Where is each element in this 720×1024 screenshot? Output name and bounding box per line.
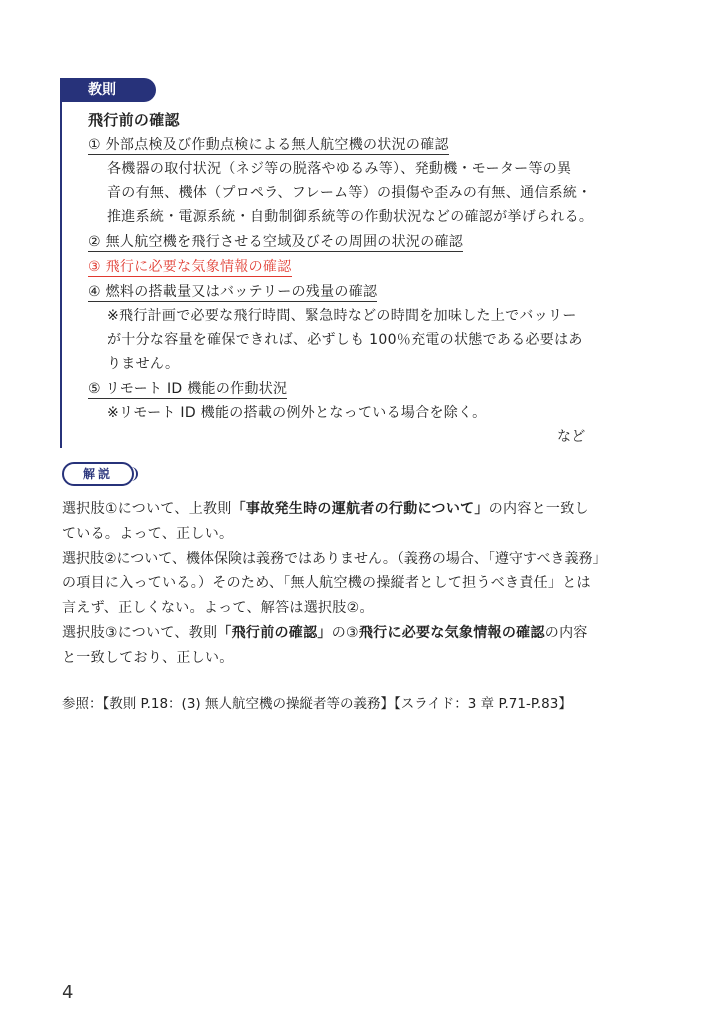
explanation-p3-line2: と一致しており、正しい。: [62, 650, 234, 666]
rule-item-4-detail-line: りません。: [107, 356, 180, 372]
explanation-p2-line2: の項目に入っている。）そのため、「無人航空機の操縦者として担うべき責任」とは: [62, 575, 591, 591]
rule-item-5-detail: ※リモート ID 機能の搭載の例外となっている場合を除く。: [107, 405, 487, 421]
p1-text: 選択肢①について、上教則: [62, 501, 232, 517]
rule-item-4: [88, 282, 377, 302]
rule-item-1-detail-line: 推進系統・電源系統・自動制御系統等の作動状況などの確認が挙げられる。: [107, 209, 594, 225]
rule-etc: など: [557, 429, 586, 445]
p3-bold-phrase: 飛行に必要な気象情報の確認: [358, 625, 545, 641]
rule-item-1: [88, 135, 449, 155]
explanation-p1-line2: ている。よって、正しい。: [62, 526, 234, 542]
page-number: 4: [62, 982, 74, 1003]
rule-heading: 飛行前の確認: [88, 111, 180, 129]
p3-text: の③: [331, 625, 359, 641]
rule-item-3: [88, 257, 292, 277]
p1-text: の内容と一致し: [488, 501, 589, 517]
p3-text: の内容: [544, 625, 588, 641]
p1-bold-quote: 「事故発生時の運航者の行動について」: [231, 501, 489, 517]
rule-item-4-text: ④ 燃料の搭載量又はバッテリーの残量の確認: [88, 284, 378, 300]
rule-item-1-detail-line: 各機器の取付状況（ネジ等の脱落やゆるみ等）、発動機・モーター等の異: [107, 161, 572, 177]
rule-item-2-text: ② 無人航空機を飛行させる空域及びその周囲の状況の確認: [88, 234, 464, 250]
p3-text: 選択肢③について、教則: [62, 625, 218, 641]
reference-line: 参照：【教則 P.18：(3) 無人航空機の操縦者等の義務】【スライド：3 章 P.71-P.83】: [62, 696, 572, 712]
explanation-p2-line3: 言えず、正しくない。よって、解答は選択肢②。: [62, 600, 374, 616]
rule-item-1-text: ① 外部点検及び作動点検による無人航空機の状況の確認: [88, 137, 449, 153]
rule-item-5: [88, 379, 287, 399]
explanation-badge: 解説: [62, 462, 134, 486]
explanation-p1-line1: [62, 499, 589, 519]
p3-bold-quote: 「飛行前の確認」: [217, 625, 332, 641]
explanation-p3-line1: [62, 623, 588, 643]
rule-item-3-text: ③ 飛行に必要な気象情報の確認: [88, 259, 292, 275]
rule-item-4-detail-line: ※飛行計画で必要な飛行時間、緊急時などの時間を加味した上でバッリー: [107, 308, 577, 324]
explanation-p2-line1: 選択肢②について、機体保険は義務ではありません。（義務の場合、「遵守すべき義務」: [62, 551, 607, 567]
rule-item-4-detail-line: が十分な容量を確保できれば、必ずしも 100％充電の状態である必要はあ: [107, 332, 583, 348]
rule-item-2: [88, 232, 463, 252]
rule-tab: 教則: [60, 78, 156, 102]
rule-item-1-detail-line: 音の有無、機体（プロペラ、フレーム等）の損傷や歪みの有無、通信系統・: [107, 185, 592, 201]
rule-item-5-text: ⑤ リモート ID 機能の作動状況: [88, 381, 288, 397]
